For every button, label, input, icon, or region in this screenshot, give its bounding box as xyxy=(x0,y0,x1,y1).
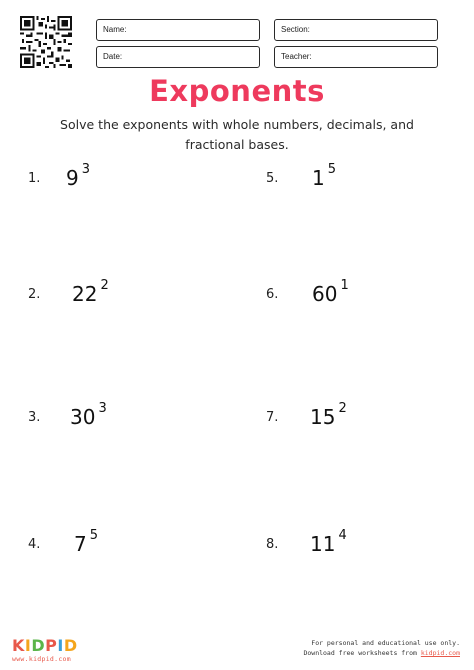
instructions-line-1: Solve the exponents with whole numbers, decimals, and xyxy=(60,117,414,132)
problem-number: 4. xyxy=(28,537,41,552)
logo-url: www.kidpid.com xyxy=(12,655,71,663)
problem-number: 7. xyxy=(266,410,279,425)
problem-base: 60 xyxy=(312,282,338,306)
name-field[interactable] xyxy=(96,19,260,41)
footer-line-1: For personal and educational use only. xyxy=(311,639,460,647)
problem-exponent: 1 xyxy=(340,278,349,293)
kidpid-link[interactable]: kidpid.com xyxy=(420,649,460,657)
problem-base: 7 xyxy=(74,532,87,556)
logo-letter: I xyxy=(24,636,32,655)
date-label: Date: xyxy=(103,52,123,61)
problem-4 xyxy=(28,512,148,556)
footer-note xyxy=(303,638,460,658)
instructions-line-2: fractional bases. xyxy=(185,137,289,152)
problem-3 xyxy=(28,385,148,429)
problem-base: 11 xyxy=(310,532,336,556)
problem-base: 1 xyxy=(312,166,325,190)
problem-number: 3. xyxy=(28,410,41,425)
problem-1 xyxy=(28,146,148,190)
problem-exponent: 5 xyxy=(89,528,99,543)
logo-letter: D xyxy=(63,636,78,655)
teacher-field[interactable] xyxy=(274,46,438,68)
section-label: Section: xyxy=(281,25,310,34)
exponent-expression xyxy=(66,162,91,190)
exponent-expression xyxy=(310,401,347,429)
problem-exponent: 3 xyxy=(98,401,107,416)
problem-number: 2. xyxy=(28,287,41,302)
problem-8 xyxy=(266,512,386,556)
kidpid-logo xyxy=(12,636,102,666)
logo-letter: D xyxy=(31,636,46,655)
exponent-expression xyxy=(74,528,99,556)
problem-exponent: 2 xyxy=(338,401,347,416)
date-field[interactable] xyxy=(96,46,260,68)
problem-2 xyxy=(28,262,148,306)
problem-number: 1. xyxy=(28,171,41,186)
teacher-label: Teacher: xyxy=(281,52,312,61)
problem-exponent: 2 xyxy=(100,278,109,293)
problem-number: 6. xyxy=(266,287,279,302)
exponent-expression xyxy=(70,401,107,429)
problem-number: 5. xyxy=(266,171,279,186)
qr-code-icon xyxy=(20,16,72,68)
page-title: Exponents xyxy=(149,74,325,108)
name-label: Name: xyxy=(103,25,127,34)
problem-number: 8. xyxy=(266,537,279,552)
logo-letter: I xyxy=(57,636,64,655)
logo-letter: K xyxy=(12,636,25,655)
problem-base: 9 xyxy=(66,166,79,190)
problem-base: 30 xyxy=(70,405,96,429)
problem-5 xyxy=(266,146,386,190)
problem-6 xyxy=(266,262,386,306)
logo-wordmark xyxy=(12,636,102,655)
exponent-expression xyxy=(72,278,109,306)
footer-prefix: Download free worksheets from xyxy=(303,649,421,657)
logo-letter: P xyxy=(45,636,58,655)
exponent-expression xyxy=(312,278,349,306)
section-field[interactable] xyxy=(274,19,438,41)
problem-7 xyxy=(266,385,386,429)
problem-exponent: 3 xyxy=(81,162,91,177)
problem-exponent: 4 xyxy=(338,528,347,543)
problem-base: 22 xyxy=(72,282,98,306)
problem-exponent: 5 xyxy=(327,162,337,177)
problem-base: 15 xyxy=(310,405,336,429)
exponent-expression xyxy=(310,528,347,556)
exponent-expression xyxy=(312,162,337,190)
footer-line-2 xyxy=(303,648,460,658)
